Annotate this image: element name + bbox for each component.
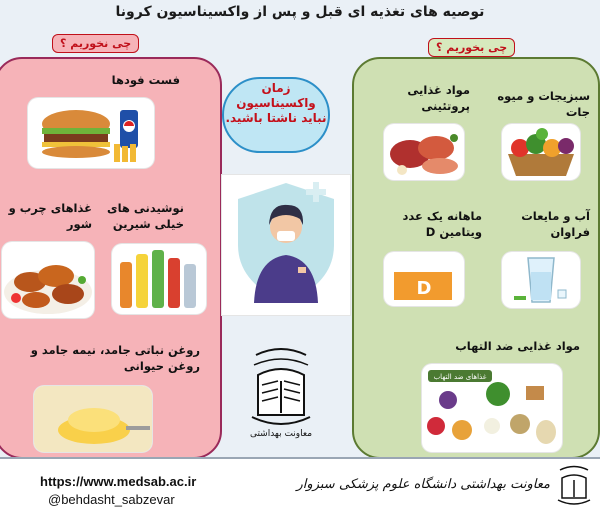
vitamin-d-image xyxy=(384,252,464,306)
vegetables-label: سبزیجات و میوه جات xyxy=(497,89,590,119)
burger-icon xyxy=(28,98,154,168)
website-link[interactable]: https://www.medsab.ac.ir xyxy=(40,474,197,489)
anti-inflammatory-foods-icon xyxy=(422,364,562,452)
anti-inflammatory-label: مواد غذایی ضد التهاب xyxy=(455,339,580,353)
bottles-icon xyxy=(112,244,206,314)
fried-food-image xyxy=(2,242,94,318)
butter-icon xyxy=(34,386,152,452)
health-deputy-logo xyxy=(246,345,316,447)
water-image xyxy=(502,252,580,308)
fatty-salty-label: غذاهای چرب و شور xyxy=(8,201,92,231)
fast-food-label: فست فودها xyxy=(111,73,180,87)
recommended-foods-tag: چی بخوریم ؟ xyxy=(428,38,515,57)
butter-image xyxy=(34,386,152,452)
vitamin-d-label: ماهانه یک عدد ویتامین D xyxy=(402,209,482,239)
fasting-warning: زمان واکسیناسیون نباید ناشتا باشید. xyxy=(222,77,330,153)
small-book-logo-icon xyxy=(554,464,594,510)
fried-chicken-icon xyxy=(2,242,94,318)
oils-label: روغن نباتی جامد، نیمه جامد و روغن حیوانی xyxy=(30,343,200,373)
vaccination-image xyxy=(222,175,350,315)
meat-icon xyxy=(384,124,464,180)
vegetable-basket-icon xyxy=(502,124,580,180)
protein-label: مواد غذایی پروتئینی xyxy=(407,83,470,113)
fast-food-image xyxy=(28,98,154,168)
vaccinated-person-icon xyxy=(222,175,350,315)
sweet-drinks-label: نوشیدنی های خیلی شیرین xyxy=(107,201,184,231)
vitamin-box-icon xyxy=(384,252,464,306)
vegetables-image xyxy=(502,124,580,180)
water-glass-icon xyxy=(502,252,580,308)
anti-inflammatory-image xyxy=(422,364,562,452)
organization-name: معاونت بهداشتی دانشگاه علوم پزشکی سبزوار xyxy=(296,477,550,492)
avoid-foods-tag: چی نخوریم ؟ xyxy=(52,34,139,53)
svg-text:D: D xyxy=(416,278,432,299)
anti-inflammatory-inner-title: غذاهای ضد التهاب xyxy=(433,373,487,381)
protein-image xyxy=(384,124,464,180)
logo-caption: معاونت بهداشتی xyxy=(249,429,313,439)
sweet-drinks-image xyxy=(112,244,206,314)
page-title: توصیه های تغذیه ای قبل و پس از واکسیناسیون کرونا xyxy=(115,4,485,20)
water-label: آب و مایعات فراوان xyxy=(521,209,590,239)
social-handle[interactable]: @behdasht_sabzevar xyxy=(48,492,175,507)
footer-logo xyxy=(554,464,594,510)
